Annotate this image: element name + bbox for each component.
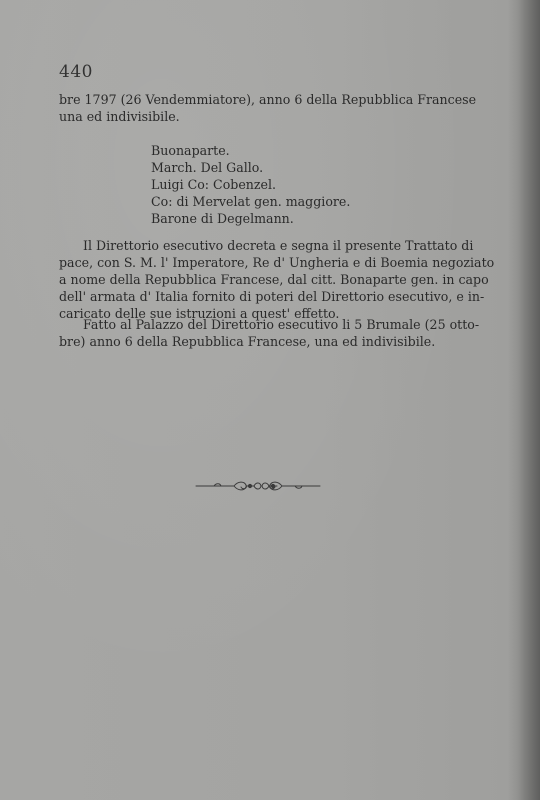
ornament-divider-icon — [194, 476, 322, 496]
signature-line: Luigi Co: Cobenzel. — [151, 177, 277, 192]
paragraph-line: a nome della Repubblica Francese, dal citt. Bonaparte gen. in capo — [59, 272, 489, 287]
paragraph-decree — [59, 237, 495, 322]
paragraph-line: bre) anno 6 della Repubblica Francese, una ed indivisibile. — [59, 334, 436, 349]
paragraph-line: pace, con S. M. l' Imperatore, Re d' Ungheria e di Boemia negoziato — [59, 255, 495, 270]
signature-line: Barone di Degelmann. — [151, 211, 294, 226]
paragraph-line: una ed indivisibile. — [59, 109, 180, 124]
signature-line: Buonaparte. — [151, 143, 230, 158]
paragraph-line: Il Direttorio esecutivo decreta e segna il presente Trattato di — [83, 238, 474, 253]
signature-line: Co: di Mervelat gen. maggiore. — [151, 194, 351, 209]
page-edge-shadow — [518, 0, 540, 800]
paragraph-line: dell' armata d' Italia fornito di poteri del Direttorio esecutivo, e in- — [59, 289, 485, 304]
page-number: 440 — [59, 62, 93, 82]
signature-list — [151, 142, 350, 227]
paragraph-signing-place — [59, 316, 480, 350]
signature-line: March. Del Gallo. — [151, 160, 264, 175]
paragraph-line: bre 1797 (26 Vendemmiatore), anno 6 della Repubblica Francese — [59, 92, 477, 107]
paragraph-line: caricato delle sue istruzioni a quest' effetto. — [59, 306, 340, 321]
paragraph-line: Fatto al Palazzo del Direttorio esecutivo li 5 Brumale (25 otto- — [83, 317, 480, 332]
paragraph-date — [59, 91, 477, 125]
